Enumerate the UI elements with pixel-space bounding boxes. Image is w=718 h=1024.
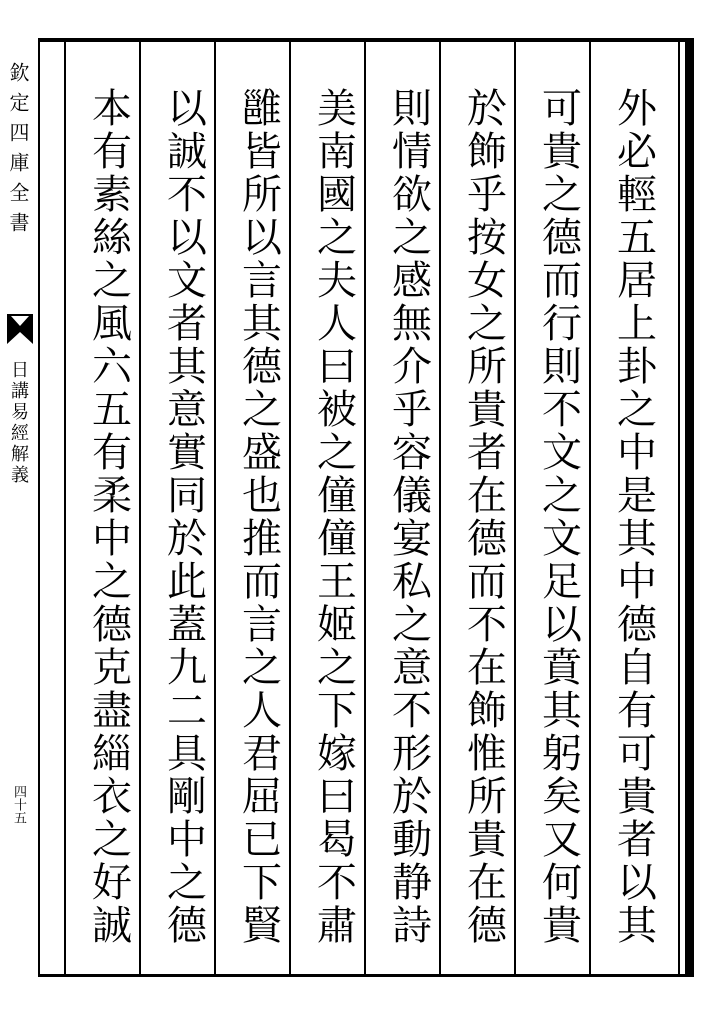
character: 屈 — [242, 774, 282, 820]
character: 姬 — [317, 602, 357, 648]
character: 五 — [92, 387, 132, 433]
frame-right-inner-border — [678, 42, 680, 974]
character: 其 — [617, 516, 657, 562]
character: 於 — [467, 86, 507, 132]
character: 所 — [242, 172, 282, 218]
text-column — [154, 88, 220, 948]
character: 之 — [92, 258, 132, 304]
character: 何 — [542, 860, 582, 906]
character: 者 — [167, 301, 207, 347]
text-column — [454, 88, 520, 948]
character: 惟 — [467, 731, 507, 777]
character: 躬 — [542, 731, 582, 777]
text-column — [604, 88, 670, 948]
character: 所 — [467, 344, 507, 390]
character: 誠 — [92, 903, 132, 949]
text-column — [79, 88, 145, 948]
character: 中 — [617, 430, 657, 476]
character: 其 — [167, 344, 207, 390]
character: 蓋 — [167, 602, 207, 648]
page-number-text: 四十五 — [11, 785, 26, 824]
frame-top-border — [38, 38, 694, 42]
character: 貴 — [467, 387, 507, 433]
collection-title — [0, 62, 36, 242]
character: 儀 — [392, 473, 432, 519]
character: 有 — [92, 430, 132, 476]
character: 於 — [167, 516, 207, 562]
character: 外 — [617, 86, 657, 132]
character: 之 — [317, 645, 357, 691]
character: 之 — [242, 387, 282, 433]
character: 有 — [617, 688, 657, 734]
character: 則 — [392, 86, 432, 132]
character: 素 — [92, 172, 132, 218]
book-title — [0, 360, 36, 486]
character: 不 — [467, 602, 507, 648]
character: 介 — [392, 344, 432, 390]
text-column — [379, 88, 445, 948]
character: 推 — [242, 516, 282, 562]
character: 之 — [167, 860, 207, 906]
character: 以 — [542, 602, 582, 648]
character: 曰 — [317, 774, 357, 820]
character: 無 — [392, 301, 432, 347]
character: 以 — [167, 86, 207, 132]
character: 本 — [92, 86, 132, 132]
character: 不 — [392, 688, 432, 734]
character: 貴 — [542, 129, 582, 175]
character: 行 — [542, 301, 582, 347]
character: 飾 — [467, 129, 507, 175]
character: 此 — [167, 559, 207, 605]
character: 之 — [542, 473, 582, 519]
character: 曰 — [317, 344, 357, 390]
character: 二 — [167, 688, 207, 734]
character: 德 — [617, 602, 657, 648]
character: 也 — [242, 473, 282, 519]
character: 賁 — [542, 645, 582, 691]
character: 女 — [467, 258, 507, 304]
character: 按 — [467, 215, 507, 261]
character: 乎 — [467, 172, 507, 218]
character: 上 — [617, 301, 657, 347]
character: 美 — [317, 86, 357, 132]
column-rule — [38, 42, 40, 974]
character: 不 — [167, 172, 207, 218]
character: 柔 — [92, 473, 132, 519]
character: 誠 — [167, 129, 207, 175]
character: 容 — [392, 430, 432, 476]
character: 盡 — [92, 688, 132, 734]
character: 君 — [242, 731, 282, 777]
character: 絲 — [92, 215, 132, 261]
character: 肅 — [317, 903, 357, 949]
character: 曷 — [317, 817, 357, 863]
character: 以 — [242, 215, 282, 261]
character: 之 — [617, 387, 657, 433]
character: 具 — [167, 731, 207, 777]
character: 自 — [617, 645, 657, 691]
character: 五 — [617, 215, 657, 261]
character: 賢 — [242, 903, 282, 949]
character: 意 — [392, 645, 432, 691]
character: 貴 — [467, 817, 507, 863]
character: 德 — [542, 215, 582, 261]
character: 德 — [242, 344, 282, 390]
fish-tail-mark — [5, 312, 35, 346]
character: 之 — [392, 215, 432, 261]
character: 國 — [317, 172, 357, 218]
text-column — [229, 88, 295, 948]
character: 動 — [392, 817, 432, 863]
character: 情 — [392, 129, 432, 175]
character: 已 — [242, 817, 282, 863]
character: 文 — [542, 516, 582, 562]
character: 好 — [92, 860, 132, 906]
character: 其 — [242, 301, 282, 347]
frame-right-border — [685, 38, 694, 977]
character: 不 — [542, 387, 582, 433]
text-column — [304, 88, 370, 948]
character: 之 — [542, 172, 582, 218]
text-column — [529, 88, 595, 948]
character: 乎 — [392, 387, 432, 433]
character: 之 — [392, 602, 432, 648]
character: 克 — [92, 645, 132, 691]
character: 輕 — [617, 172, 657, 218]
character: 在 — [467, 860, 507, 906]
character: 德 — [467, 516, 507, 562]
character: 所 — [467, 774, 507, 820]
character: 德 — [467, 903, 507, 949]
collection-title-text: 欽定四庫全書 — [6, 62, 30, 242]
page-number — [0, 785, 36, 824]
character: 欲 — [392, 172, 432, 218]
character: 衣 — [92, 774, 132, 820]
character: 感 — [392, 258, 432, 304]
character: 南 — [317, 129, 357, 175]
character: 而 — [242, 559, 282, 605]
character: 形 — [392, 731, 432, 777]
character: 是 — [617, 473, 657, 519]
character: 王 — [317, 559, 357, 605]
character: 在 — [467, 473, 507, 519]
character: 被 — [317, 387, 357, 433]
character: 同 — [167, 473, 207, 519]
character: 實 — [167, 430, 207, 476]
character: 以 — [167, 215, 207, 261]
character: 僮 — [317, 473, 357, 519]
character: 貴 — [542, 903, 582, 949]
character: 人 — [317, 301, 357, 347]
character: 詩 — [392, 903, 432, 949]
character: 静 — [392, 860, 432, 906]
character: 人 — [242, 688, 282, 734]
character: 風 — [92, 301, 132, 347]
character: 剛 — [167, 774, 207, 820]
character: 文 — [167, 258, 207, 304]
character: 九 — [167, 645, 207, 691]
character: 可 — [617, 731, 657, 777]
character: 皆 — [242, 129, 282, 175]
character: 雝 — [242, 86, 282, 132]
character: 在 — [467, 645, 507, 691]
character: 者 — [467, 430, 507, 476]
character: 中 — [92, 516, 132, 562]
character: 下 — [242, 860, 282, 906]
character: 飾 — [467, 688, 507, 734]
character: 必 — [617, 129, 657, 175]
character: 宴 — [392, 516, 432, 562]
character: 貴 — [617, 774, 657, 820]
character: 之 — [92, 559, 132, 605]
character: 言 — [242, 258, 282, 304]
frame-bottom-border — [38, 974, 694, 977]
character: 下 — [317, 688, 357, 734]
column-rule — [64, 42, 66, 974]
character: 於 — [392, 774, 432, 820]
character: 之 — [317, 215, 357, 261]
character: 矣 — [542, 774, 582, 820]
character: 言 — [242, 602, 282, 648]
character: 又 — [542, 817, 582, 863]
character: 夫 — [317, 258, 357, 304]
character: 意 — [167, 387, 207, 433]
character: 以 — [617, 860, 657, 906]
character: 德 — [92, 602, 132, 648]
character: 盛 — [242, 430, 282, 476]
character: 嫁 — [317, 731, 357, 777]
character: 中 — [617, 559, 657, 605]
character: 不 — [317, 860, 357, 906]
character: 之 — [467, 301, 507, 347]
character: 卦 — [617, 344, 657, 390]
character: 六 — [92, 344, 132, 390]
character: 居 — [617, 258, 657, 304]
character: 僮 — [317, 516, 357, 562]
character: 之 — [242, 645, 282, 691]
character: 德 — [167, 903, 207, 949]
character: 私 — [392, 559, 432, 605]
character: 其 — [542, 688, 582, 734]
character: 緇 — [92, 731, 132, 777]
character: 之 — [92, 817, 132, 863]
book-title-text: 日講易經解義 — [8, 360, 29, 486]
character: 之 — [317, 430, 357, 476]
character: 者 — [617, 817, 657, 863]
character: 而 — [542, 258, 582, 304]
character: 可 — [542, 86, 582, 132]
character: 則 — [542, 344, 582, 390]
character: 足 — [542, 559, 582, 605]
character: 文 — [542, 430, 582, 476]
character: 中 — [167, 817, 207, 863]
character: 有 — [92, 129, 132, 175]
character: 其 — [617, 903, 657, 949]
character: 而 — [467, 559, 507, 605]
